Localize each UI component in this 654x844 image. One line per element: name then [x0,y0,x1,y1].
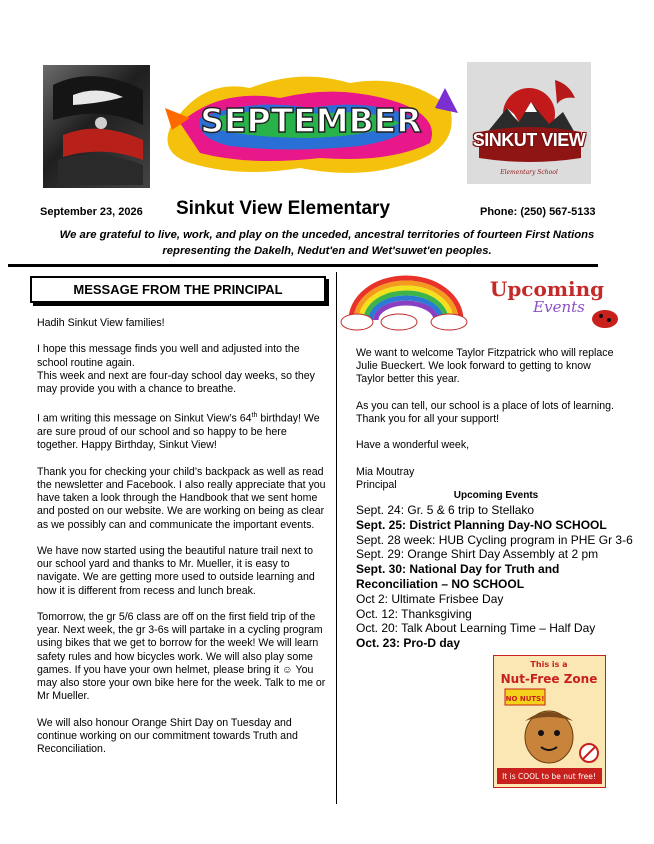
paragraph-routine [37,343,327,396]
banner-text: SEPTEMBER [200,101,422,140]
event-item: Oct. 20: Talk About Learning Time – Half Day [356,621,596,636]
event-item: Sept. 24: Gr. 5 & 6 trip to Stellako [356,503,535,517]
paragraph-orange-shirt: We will also honour Orange Shirt Day on Tuesday and continue working on our commitment towards Truth and Reconciliation. [37,716,298,755]
paragraph-backpack: Thank you for checking your child’s backpack as well as read the newsletter and Facebook. I also really appreciate that you have taken a look through the Handbook that we sent home and posted on our website. We are working on being as clear as we possibly can and communicate the important events. [37,465,326,531]
event-item: Oct 2: Ultimate Frisbee Day [356,591,504,606]
event-item: Sept. 28 week: HUB Cycling program in PHE Gr 3-6 [356,532,633,547]
land-acknowledgement [30,227,624,259]
school-phone: Phone: (250) 567-5133 [480,206,596,218]
paint-splash-art [160,68,462,180]
event-item: Sept. 30: National Day for Truth and Reconciliation – NO SCHOOL [356,562,560,591]
events-title: Upcoming Events [453,490,539,501]
event-item: Sept. 29: Orange Shirt Day Assembly at 2 pm [356,547,599,562]
september-banner [160,68,462,180]
ack-line-1: We are grateful to live, work, and play on the unceded, ancestral territories of fourteen First Nations [59,229,595,241]
logo-text: SINKUT VIEW [472,130,586,150]
event-item: Oct. 12: Thanksgiving [356,606,472,621]
signature-name: Mia Moutray [356,465,415,478]
column-divider [336,272,337,804]
mask-art [43,65,150,188]
nut-free-art [493,655,606,788]
upcoming-events-banner [339,272,631,332]
paragraph-learning: As you can tell, our school is a place of lots of learning. Thank you for all your support! [356,399,614,425]
school-name: Sinkut View Elementary [176,198,391,219]
event-item: Sept. 25: District Planning Day-NO SCHOOL [356,517,607,532]
upcoming-banner-word-1: Upcoming [489,277,605,301]
principal-heading: MESSAGE FROM THE PRINCIPAL [30,276,326,303]
greeting: Hadih Sinkut View families! [37,317,165,329]
birthday-ordinal: th [251,412,258,420]
routine-line-a: I hope this message finds you well and adjusted into the school routine again. [37,343,300,369]
routine-line-b: This week and next are four-day school day weeks, so they may provide you with a chance to breathe. [37,369,315,395]
upcoming-banner-word-2: Events [533,298,585,316]
nut-free-zone-sign [493,655,606,788]
paragraph-field-trip: Tomorrow, the gr 5/6 class are off on the first field trip of the year. Next week, the gr 3-6s will partake in a cycling program using bikes that we get to borrow for the week! We will learn safety rules and how bicycles work. We will also play some games. If you have your own helmet, please bring it ☺ You may also store your own bike here for the week. Talk to me or Mr Mueller. [37,610,326,703]
signature-title: Principal [356,478,397,491]
header-divider [8,264,598,267]
events-list [356,503,636,651]
carved-mask-image [43,65,150,188]
rainbow-art [339,272,631,332]
event-item: Oct. 23: Pro-D day [356,636,461,651]
logo-art [467,62,591,184]
nutfree-title-text: Nut-Free Zone [500,672,598,686]
closing: Have a wonderful week, [356,439,470,452]
newsletter-date: September 23, 2026 [40,206,143,218]
ack-line-2: representing the Dakelh, Nedut'en and Wet'suwet'en peoples. [162,245,492,257]
paragraph-welcome: We want to welcome Taylor Fitzpatrick who will replace Julie Bueckert. We look forward to getting to know Taylor better this year. [356,347,614,386]
right-column-message [356,347,616,492]
logo-subtext: Elementary School [500,169,558,176]
school-logo [467,62,591,184]
principal-message [37,317,327,769]
birthday-text-start: I am writing this message on Sinkut View’s 64 [37,412,252,425]
nutfree-flag-text: NO NUTS! [505,695,545,703]
nutfree-top-text: This is a [530,660,568,669]
nutfree-bottom-text: It is COOL to be nut free! [502,772,596,781]
paragraph-birthday [37,409,327,452]
birthday-text-end: birthday! We are sure proud of our school and so happy to be here together. Happy Birthday, Sinkut View! [37,412,320,452]
paragraph-nature-trail: We have now started using the beautiful nature trail next to our school yard and thanks to Mr. Mueller, it is easy to navigate. We are getting more used to outside learning and how it is different from recess and lunch break. [37,544,315,597]
